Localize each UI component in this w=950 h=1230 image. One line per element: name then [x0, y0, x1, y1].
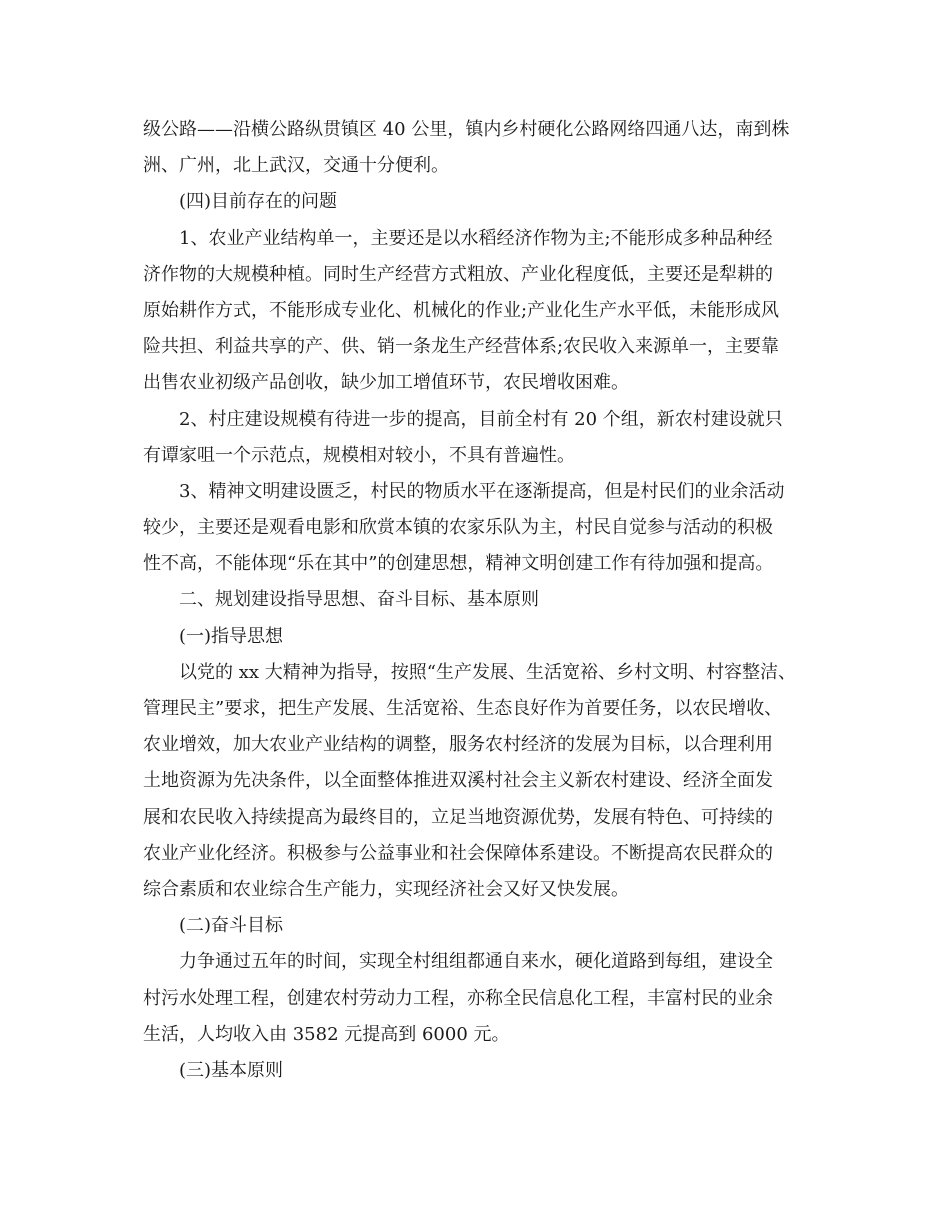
text-line: 险共担、利益共享的产、供、销一条龙生产经营体系;农民收入来源单一，主要靠	[143, 336, 780, 358]
text-line: 展和农民收入持续提高为最终目的，立足当地资源优势，发展有特色、可持续的	[143, 806, 773, 828]
text-line: 二、规划建设指导思想、奋斗目标、基本原则	[179, 589, 539, 611]
text-line: 较少，主要还是观看电影和欣赏本镇的农家乐队为主，村民自觉参与活动的积极	[143, 517, 773, 539]
text-line: 农业产业化经济。积极参与公益事业和社会保障体系建设。不断提高农民群众的	[143, 842, 773, 864]
text-line: (一)指导思想	[179, 625, 284, 647]
text-line: 洲、广州，北上武汉，交通十分便利。	[143, 155, 449, 177]
text-line: 原始耕作方式，不能形成专业化、机械化的作业;产业化生产水平低，未能形成风	[143, 299, 780, 321]
text-line: 济作物的大规模种植。同时生产经营方式粗放、产业化程度低，主要还是犁耕的	[143, 263, 773, 285]
text-line: 农业增效，加大农业产业结构的调整，服务农村经济的发展为目标，以合理利用	[143, 734, 773, 756]
text-line: 1、农业产业结构单一，主要还是以水稻经济作物为主;不能形成多种品种经	[179, 227, 773, 249]
text-line: 村污水处理工程，创建农村劳动力工程，亦称全民信息化工程，丰富村民的业余	[143, 987, 773, 1009]
text-line: 生活，人均收入由 3582 元提高到 6000 元。	[143, 1023, 510, 1045]
text-line: 综合素质和农业综合生产能力，实现经济社会又好又快发展。	[143, 878, 629, 900]
text-line: 力争通过五年的时间，实现全村组组都通自来水，硬化道路到每组，建设全	[179, 951, 773, 973]
text-line: (三)基本原则	[179, 1059, 284, 1081]
text-line: 土地资源为先决条件，以全面整体推进双溪村社会主义新农村建设、经济全面发	[143, 770, 773, 792]
text-line: 级公路——沿横公路纵贯镇区 40 公里，镇内乡村硬化公路网络四通八达，南到株	[143, 119, 790, 140]
text-line: (四)目前存在的问题	[179, 191, 338, 213]
text-line: 出售农业初级产品创收，缺少加工增值环节，农民增收困难。	[143, 372, 629, 394]
document-body	[143, 112, 811, 1089]
text-line: 以党的 xx 大精神为指导，按照“生产发展、生活宽裕、乡村文明、村容整洁、	[179, 661, 796, 683]
text-line: 2、村庄建设规模有待进一步的提高，目前全村有 20 个组，新农村建设就只	[179, 408, 783, 430]
text-line: 性不高，不能体现“乐在其中”的创建思想，精神文明创建工作有待加强和提高。	[143, 553, 774, 575]
text-line: (二)奋斗目标	[179, 915, 284, 937]
text-line: 3、精神文明建设匮乏，村民的物质水平在逐渐提高，但是村民们的业余活动	[179, 480, 785, 502]
text-line: 有谭家咀一个示范点，规模相对较小，不具有普遍性。	[143, 444, 575, 466]
text-line: 管理民主”要求，把生产发展、生活宽裕、生态良好作为首要任务，以农民增收、	[143, 698, 783, 719]
